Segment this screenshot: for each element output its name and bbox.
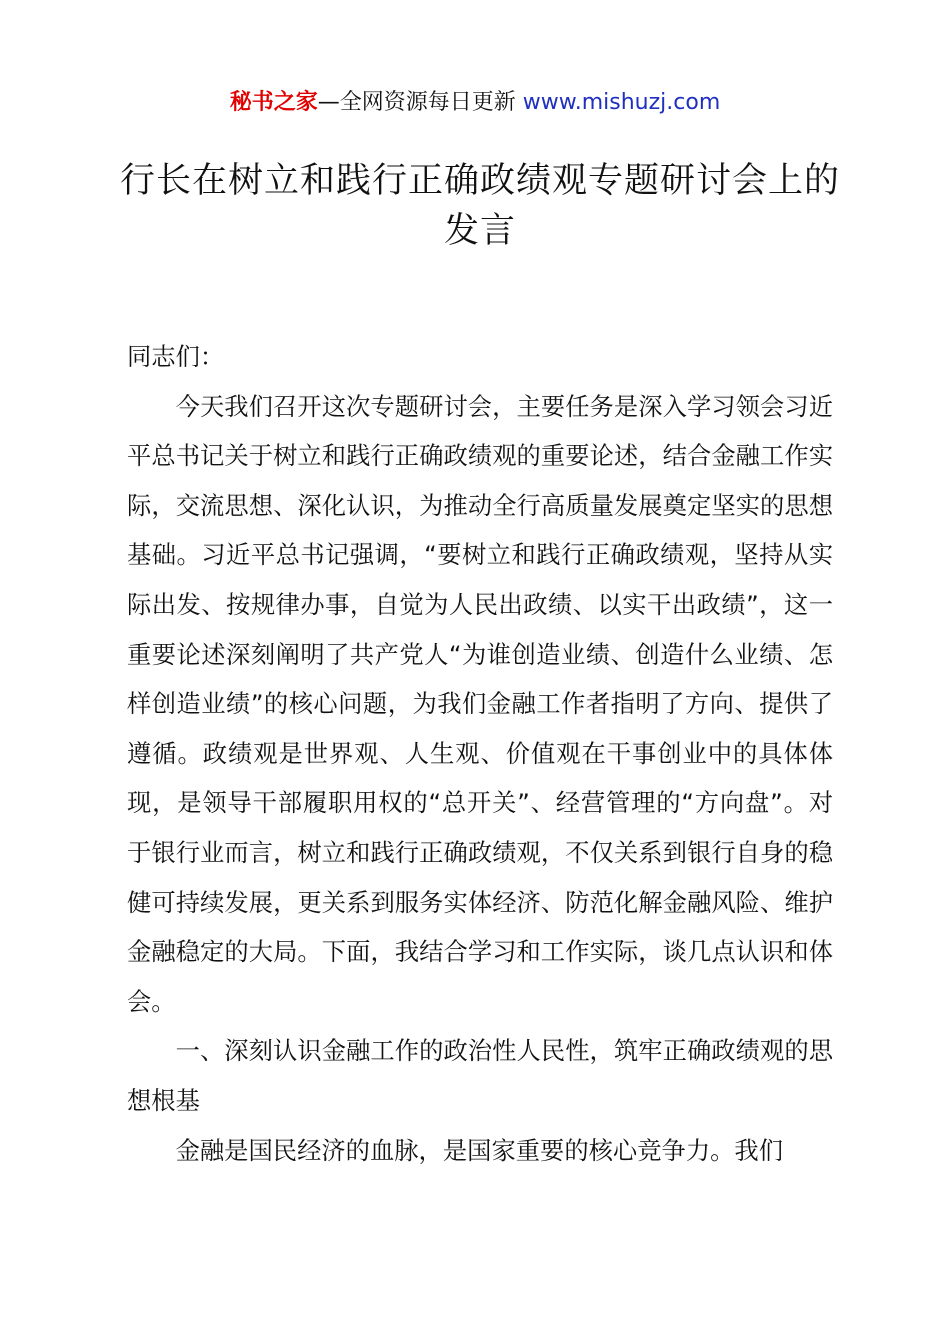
body-paragraph: 金融是国民经济的血脉，是国家重要的核心竞争力。我们: [175, 1135, 784, 1165]
site-url-link[interactable]: www.mishuzj.com: [522, 90, 721, 115]
document-title: 行长在树立和践行正确政绩观专题研讨会上的发言: [119, 161, 840, 251]
site-tagline: —全网资源每日更新: [317, 90, 516, 115]
body-paragraph: 今天我们召开这次专题研讨会，主要任务是深入学习领会习近平总书记关于树立和践行正确政绩观的重要论述，结合金融工作实际，交流思想、深化认识，为推动全行高质量发展奠定坚实的思想基础。习近平总书记强调，“要树立和践行正确政绩观，坚持从实际出发、按规律办事，自觉为人民出政绩、以实干出政绩”，这一重要论述深刻阐明了共产党人“为谁创造业绩、创造什么业绩、怎样创造业绩”的核心问题，为我们金融工作者指明了方向、提供了遵循。政绩观是世界观、人生观、价值观在干事创业中的具体体现，是领导干部履职用权的“总开关”、经营管理的“方向盘”。对于银行业而言，树立和践行正确政绩观，不仅关系到银行自身的稳健可持续发展，更关系到服务实体经济、防范化解金融风险、维护金融稳定的大局。下面，我结合学习和工作实际，谈几点认识和体会。: [127, 391, 833, 1016]
document-body: [127, 332, 833, 1175]
section-heading: 一、深刻认识金融工作的政治性人民性，筑牢正确政绩观的思想根基: [127, 1036, 833, 1115]
site-brand[interactable]: 秘书之家: [229, 90, 318, 115]
site-header: [0, 86, 950, 120]
salutation: 同志们：: [127, 342, 225, 371]
